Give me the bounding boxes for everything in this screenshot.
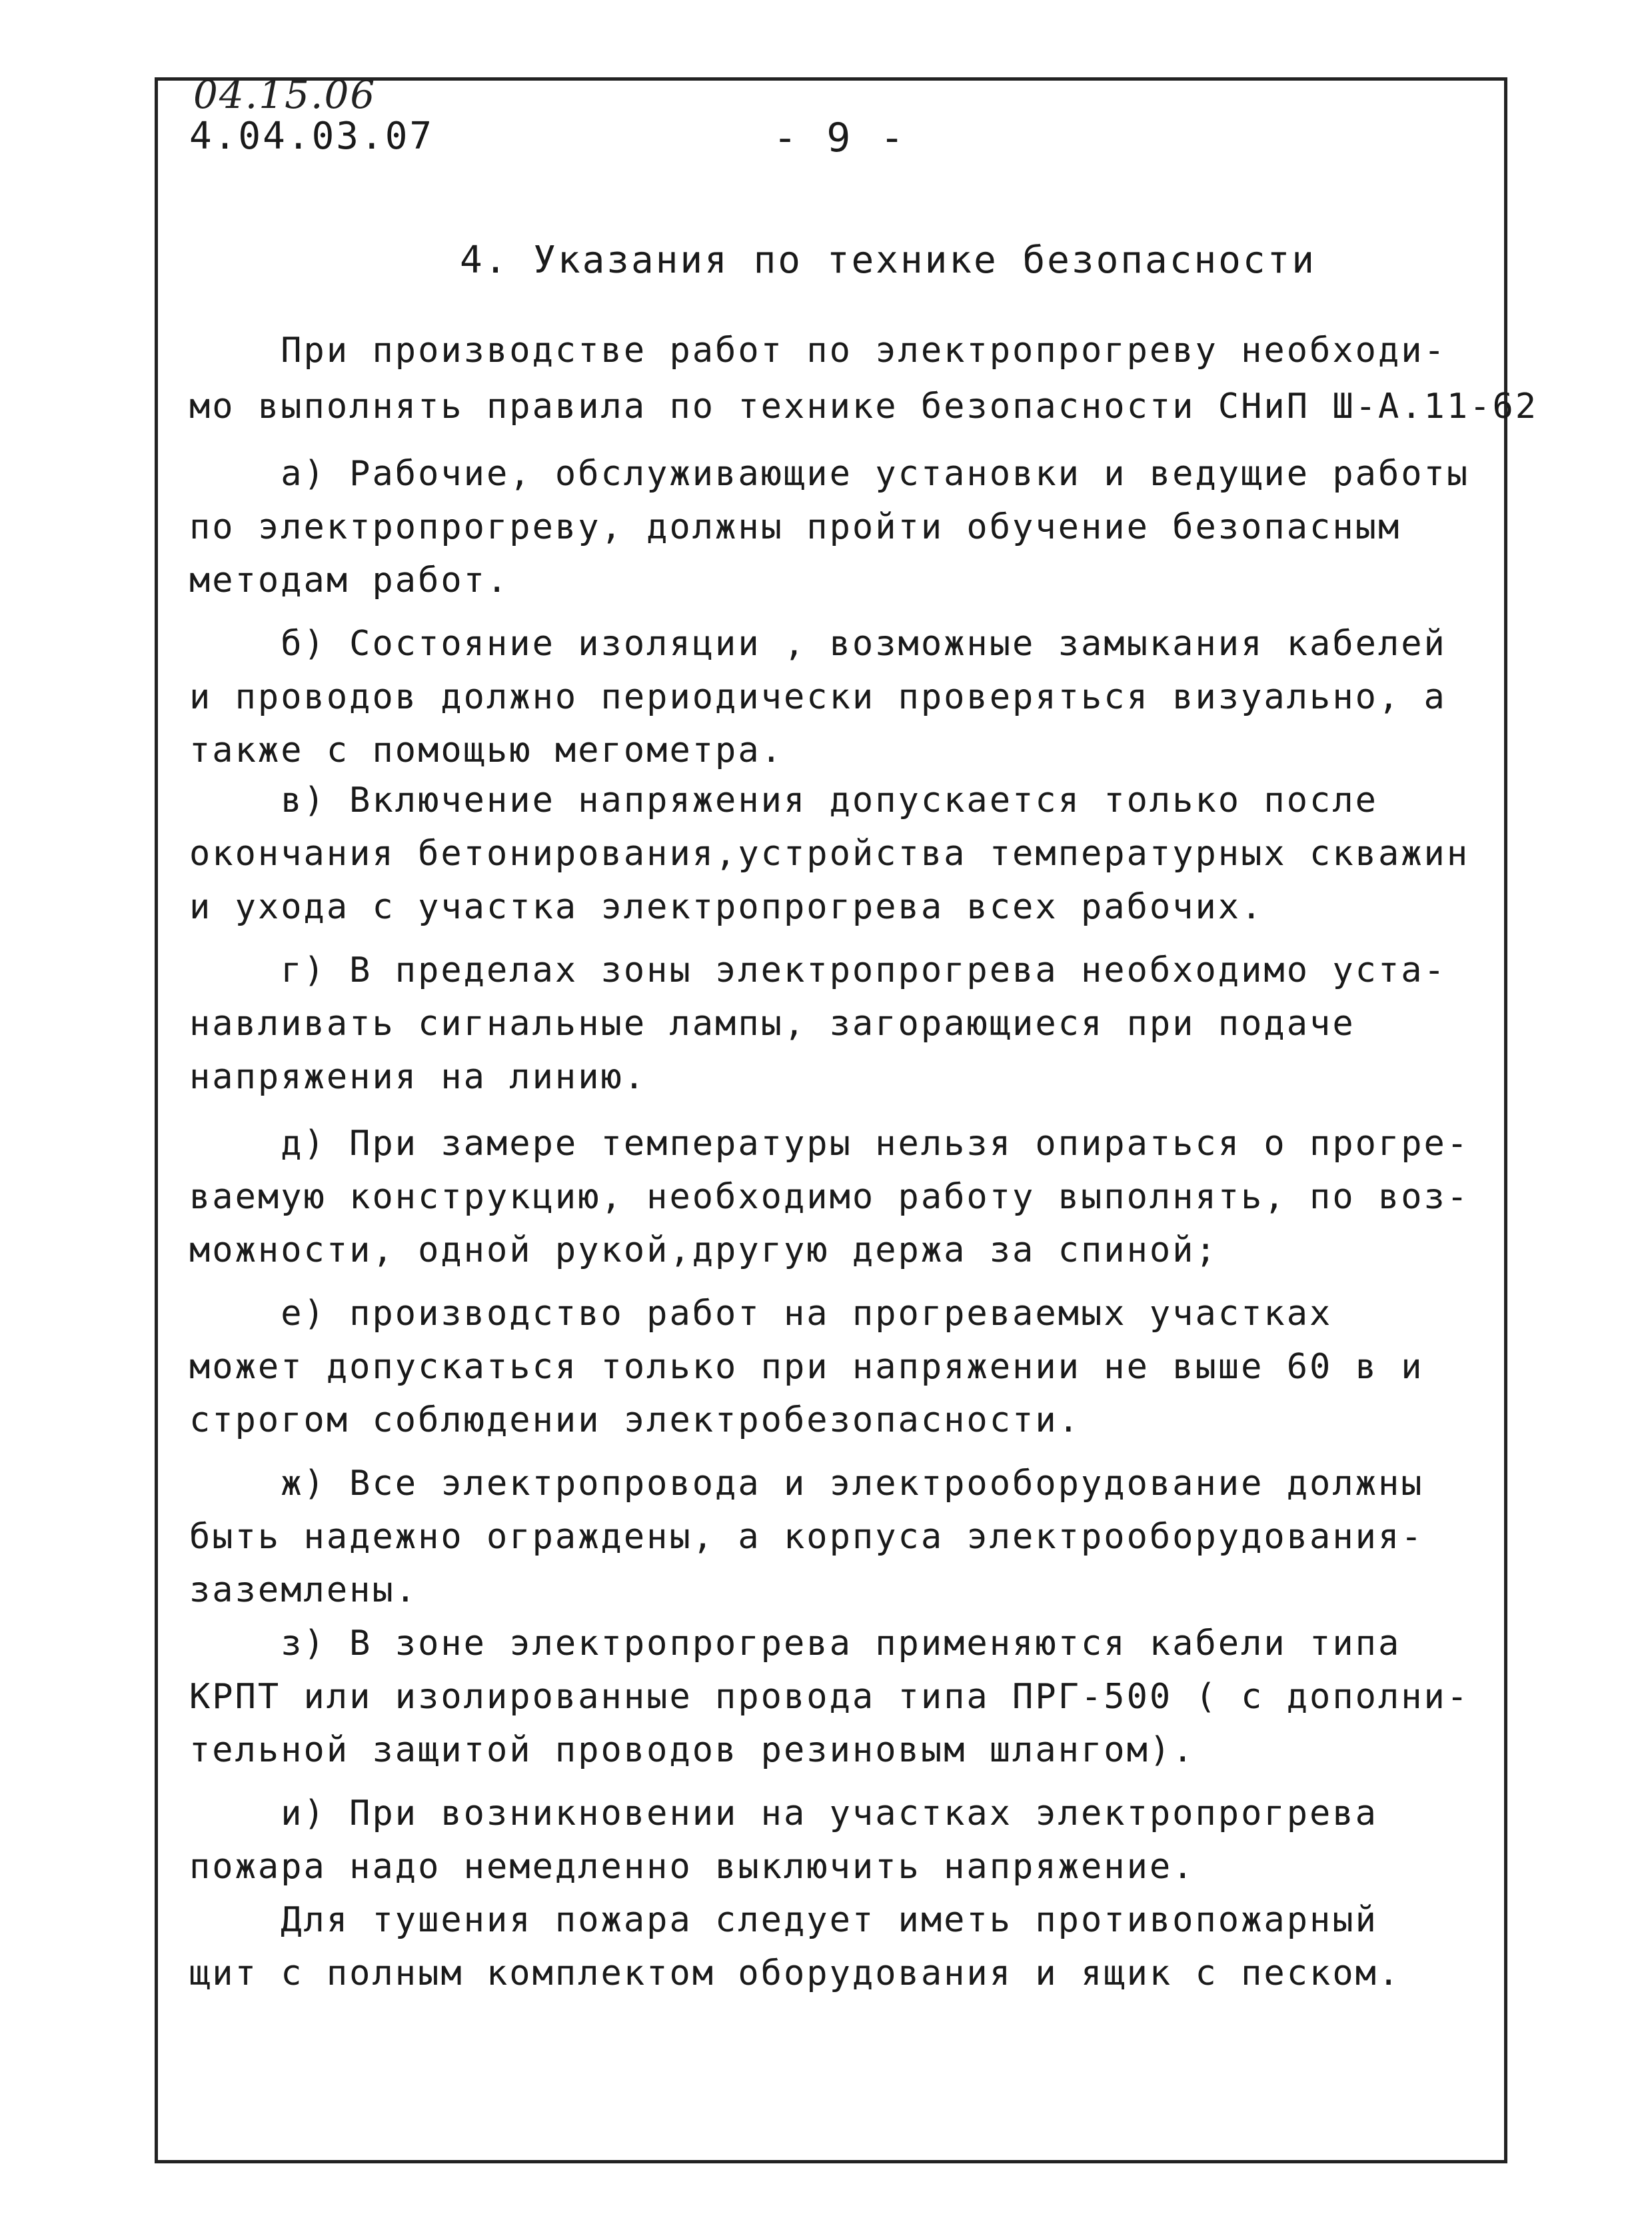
page-number: - 9 - bbox=[773, 115, 907, 161]
handwritten-code: 04.15.06 bbox=[193, 72, 377, 117]
document-code: 4.04.03.07 bbox=[189, 115, 434, 158]
text-line: заземлены. bbox=[189, 1570, 418, 1610]
text-line: строгом соблюдении электробезопасности. bbox=[189, 1400, 1081, 1440]
text-line: окончания бетонирования,устройства температурных скважин bbox=[189, 834, 1470, 874]
text-line: Для тушения пожара следует иметь противопожарный bbox=[189, 1900, 1378, 1940]
text-line: может допускаться только при напряжении не выше 60 в и bbox=[189, 1347, 1424, 1387]
text-line: напряжения на линию. bbox=[189, 1057, 647, 1097]
text-line: г) В пределах зоны электропрогрева необходимо уста- bbox=[189, 950, 1447, 990]
text-line: в) Включение напряжения допускается только после bbox=[189, 780, 1378, 820]
text-line: и) При возникновении на участках электропрогрева bbox=[189, 1793, 1378, 1833]
text-line: щит с полным комплектом оборудования и ящик с песком. bbox=[189, 1953, 1401, 1993]
text-line: ваемую конструкцию, необходимо работу выполнять, по воз- bbox=[189, 1177, 1470, 1217]
text-line: е) производство работ на прогреваемых участках bbox=[189, 1294, 1333, 1334]
text-line: и ухода с участка электропрогрева всех рабочих. bbox=[189, 887, 1264, 927]
section-title: 4. Указания по технике безопасности bbox=[460, 239, 1317, 282]
text-line: быть надежно ограждены, а корпуса электрооборудования- bbox=[189, 1517, 1424, 1557]
text-line: При производстве работ по электропрогреву необходи- bbox=[189, 331, 1447, 371]
text-line: б) Состояние изоляции , возможные замыкания кабелей bbox=[189, 624, 1447, 664]
text-line: тельной защитой проводов резиновым шлангом). bbox=[189, 1730, 1196, 1770]
text-line: методам работ. bbox=[189, 560, 510, 600]
text-line: можности, одной рукой,другую держа за спиной; bbox=[189, 1230, 1218, 1270]
text-line: навливать сигнальные лампы, загорающиеся при подаче bbox=[189, 1004, 1355, 1044]
text-line: а) Рабочие, обслуживающие установки и ведущие работы bbox=[189, 454, 1470, 494]
text-line: по электропрогреву, должны пройти обучение безопасным bbox=[189, 507, 1401, 547]
text-line: также с помощью мегометра. bbox=[189, 730, 784, 770]
text-line: ж) Все электропровода и электрооборудование должны bbox=[189, 1464, 1424, 1504]
text-line: д) При замере температуры нельзя опираться о прогре- bbox=[189, 1124, 1470, 1164]
text-line: з) В зоне электропрогрева применяются кабели типа bbox=[189, 1624, 1401, 1664]
text-line: пожара надо немедленно выключить напряжение. bbox=[189, 1847, 1196, 1887]
text-line: и проводов должно периодически проверяться визуально, а bbox=[189, 677, 1447, 717]
text-line: КРПТ или изолированные провода типа ПРГ-500 ( с дополни- bbox=[189, 1677, 1470, 1717]
text-line: мо выполнять правила по технике безопасности СНиП Ш-А.11-62 bbox=[189, 387, 1539, 427]
